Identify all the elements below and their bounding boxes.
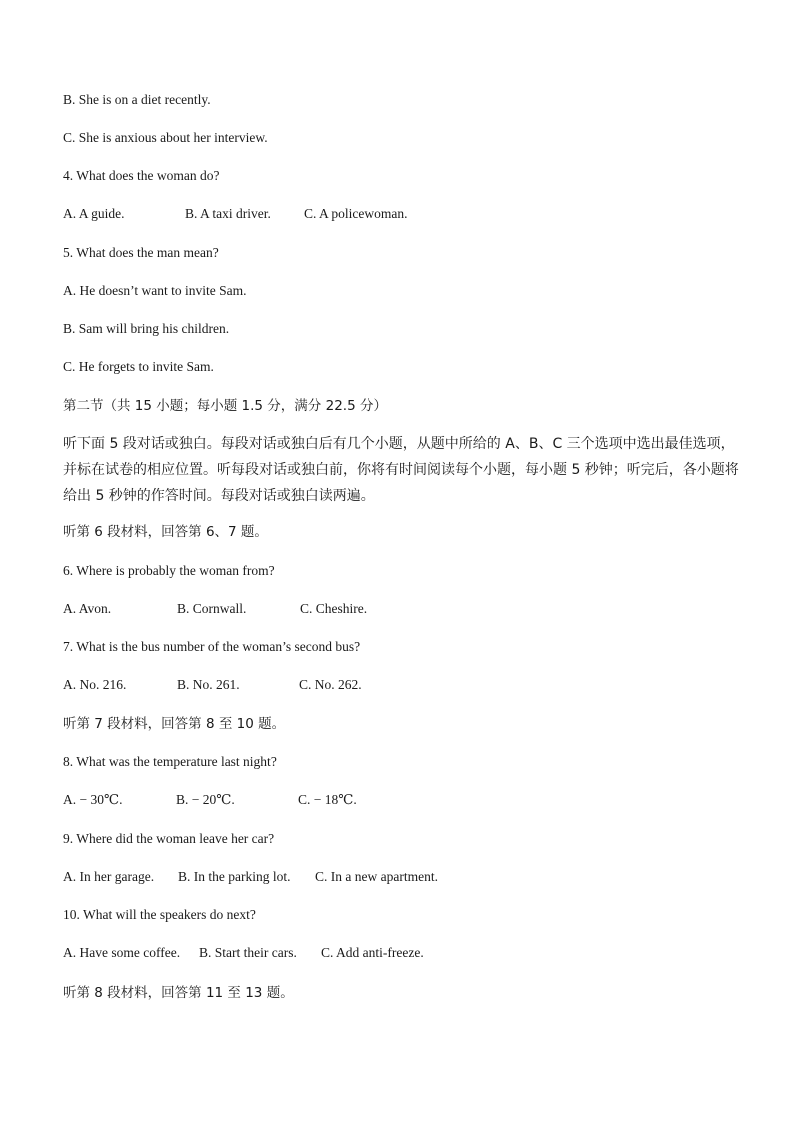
section-instructions: 听下面 5 段对话或独白。每段对话或独白后有几个小题，从题中所给的 A、B、C 三个选项中选出最佳选项，并标在试卷的相应位置。听每段对话或独白前，你将有时间阅读每个小题，每小题 5 秒钟；听完后，各小题将给出 5 秒钟的作答时间。每段对话或独白读两遍。 xyxy=(63,436,739,504)
q4-option-a: A. A guide. xyxy=(63,206,125,221)
question-8: 8. What was the temperature last night? xyxy=(63,754,277,769)
q8-option-c: C. − 18℃. xyxy=(298,792,357,807)
question-9: 9. Where did the woman leave her car? xyxy=(63,831,275,846)
q10-option-a: A. Have some coffee. xyxy=(63,945,181,960)
material-6-heading: 听第 6 段材料，回答第 6、7 题。 xyxy=(63,524,268,540)
q6-option-b: B. Cornwall. xyxy=(177,601,247,616)
q4-option-b: B. A taxi driver. xyxy=(185,206,271,221)
q10-option-c: C. Add anti-freeze. xyxy=(321,945,424,960)
q6-option-a: A. Avon. xyxy=(63,601,112,616)
q10-option-b: B. Start their cars. xyxy=(199,945,297,960)
question-10: 10. What will the speakers do next? xyxy=(63,907,256,922)
q7-option-a: A. No. 216. xyxy=(63,677,127,692)
q9-option-a: A. In her garage. xyxy=(63,869,155,884)
q9-option-b: B. In the parking lot. xyxy=(178,869,291,884)
material-8-heading: 听第 8 段材料，回答第 11 至 13 题。 xyxy=(63,985,294,1001)
q7-option-c: C. No. 262. xyxy=(299,677,362,692)
q8-option-a: A. − 30℃. xyxy=(63,792,123,807)
q3-option-b: B. She is on a diet recently. xyxy=(63,92,211,107)
q5-option-a: A. He doesn’t want to invite Sam. xyxy=(63,283,247,298)
q6-option-c: C. Cheshire. xyxy=(300,601,368,616)
q5-option-b: B. Sam will bring his children. xyxy=(63,321,230,336)
q3-option-c: C. She is anxious about her interview. xyxy=(63,130,268,145)
q4-option-c: C. A policewoman. xyxy=(304,206,408,221)
material-7-heading: 听第 7 段材料，回答第 8 至 10 题。 xyxy=(63,716,286,732)
q8-option-b: B. − 20℃. xyxy=(176,792,235,807)
q9-option-c: C. In a new apartment. xyxy=(315,869,438,884)
question-5: 5. What does the man mean? xyxy=(63,245,219,260)
q5-option-c: C. He forgets to invite Sam. xyxy=(63,359,214,374)
section-heading: 第二节（共 15 小题；每小题 1.5 分，满分 22.5 分） xyxy=(63,398,387,414)
question-6: 6. Where is probably the woman from? xyxy=(63,563,275,578)
question-7: 7. What is the bus number of the woman’s second bus? xyxy=(63,639,361,654)
q7-option-b: B. No. 261. xyxy=(177,677,240,692)
question-4: 4. What does the woman do? xyxy=(63,168,220,183)
